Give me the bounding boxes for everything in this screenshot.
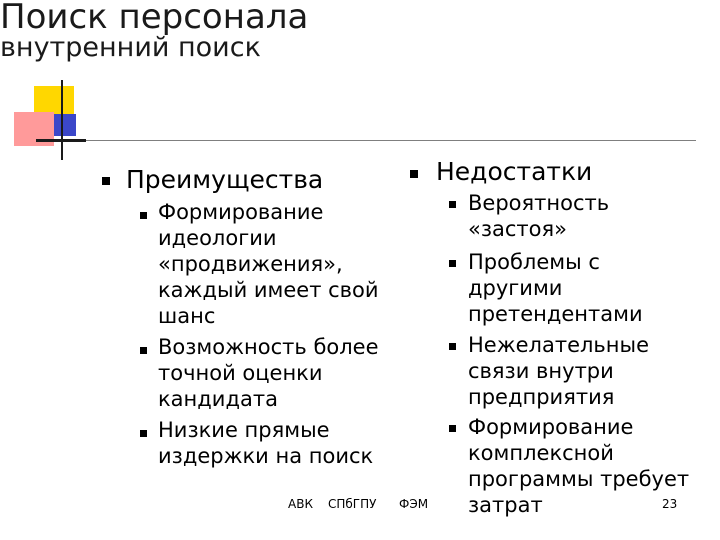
decor-horizontal-line <box>36 140 696 141</box>
right-item-bullet <box>449 425 456 432</box>
left-item-bullet <box>140 430 147 437</box>
disadvantage-item-4: Формирование комплексной программы требует затрат <box>468 415 690 517</box>
right-item-bullet <box>449 201 456 208</box>
disadvantage-item-2: Проблемы с другими претендентами <box>468 250 643 326</box>
advantage-item-3: Низкие прямые издержки на поиск <box>158 418 374 468</box>
left-item-bullet <box>140 212 147 219</box>
advantage-item-1: Формирование идеологии «продвижения», каждый имеет свой шанс <box>158 200 379 328</box>
decor-blue-square <box>54 114 76 136</box>
footer-center: СПбГПУ <box>328 497 377 511</box>
advantage-item-2: Возможность более точной оценки кандидата <box>158 335 379 411</box>
right-item-bullet <box>449 260 456 267</box>
advantages-heading: Преимущества <box>126 165 324 194</box>
right-heading-bullet <box>410 170 418 178</box>
footer-left: АВК <box>288 497 313 511</box>
footer-right: ФЭМ <box>399 497 429 511</box>
left-item-bullet <box>140 347 147 354</box>
right-item-bullet <box>449 343 456 350</box>
disadvantages-heading: Недостатки <box>436 157 593 186</box>
slide-title: Поиск персонала <box>0 0 309 37</box>
decor-vertical-line <box>61 80 63 160</box>
slide-subtitle: внутренний поиск <box>0 32 261 63</box>
disadvantage-item-3: Нежелательные связи внутри предприятия <box>468 333 650 409</box>
decor-short-line <box>36 139 86 142</box>
disadvantage-item-1: Вероятность «застоя» <box>468 191 610 241</box>
left-heading-bullet <box>102 177 110 185</box>
page-number: 23 <box>662 497 678 511</box>
